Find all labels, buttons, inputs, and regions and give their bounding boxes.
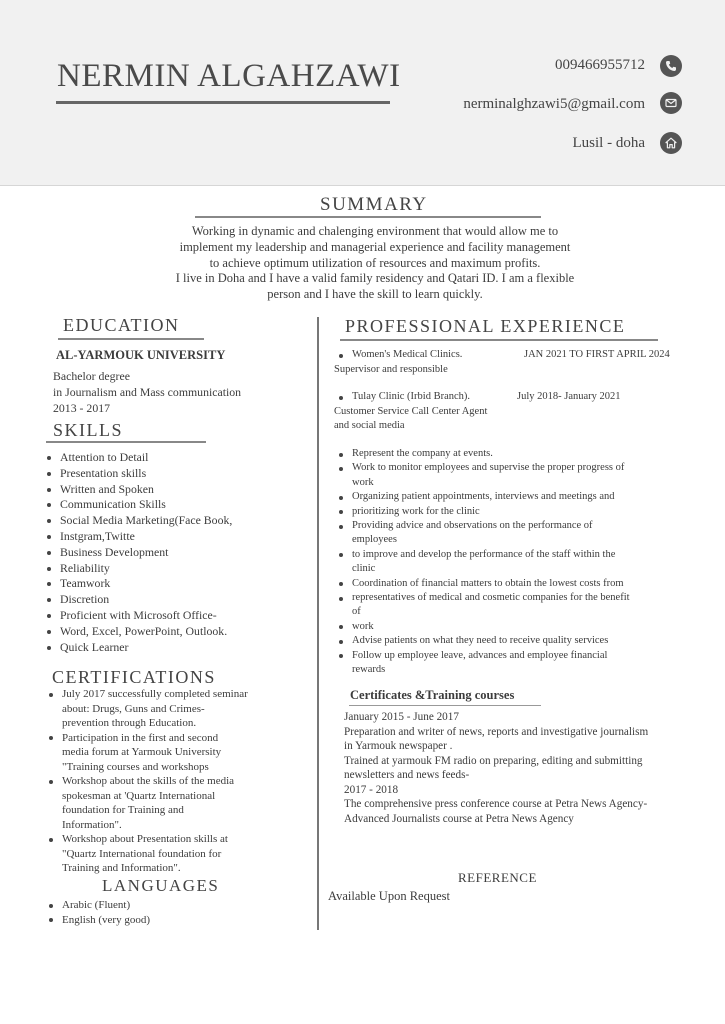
summary-line: implement my leadership and managerial experience and facility management — [179, 239, 571, 254]
certification-item: Participation in the first and second media forum at Yarmouk University "Training courses and workshops — [49, 731, 309, 775]
skill-item: Instgram,Twitte — [47, 529, 312, 545]
certifications-title: CERTIFICATIONS — [52, 667, 216, 687]
reference-text: Available Upon Request — [328, 889, 450, 903]
training-line: Trained at yarmouk FM radio on preparing, editing and submitting — [344, 754, 643, 767]
skill-item: Quick Learner — [47, 640, 312, 656]
name-underline — [56, 101, 390, 104]
language-item: Arabic (Fluent) — [49, 898, 249, 913]
training-line: 2017 - 2018 — [344, 783, 399, 796]
duty-item: Work to monitor employees and supervise the proper progress of work — [339, 461, 684, 490]
candidate-name: NERMIN ALGAHZAWI — [57, 58, 401, 94]
summary-line: I live in Doha and I have a valid family residency and Qatari ID. I am a flexible — [175, 271, 575, 286]
duty-item: Organizing patient appointments, interviews and meetings and — [339, 490, 684, 504]
skill-item: Social Media Marketing(Face Book, — [47, 513, 312, 529]
skills-underline — [46, 441, 206, 443]
duty-item: Advise patients on what they need to receive quality services — [339, 634, 684, 648]
certification-item: Workshop about the skills of the media spokesman at 'Quartz International foundation for Training and Information". — [49, 774, 309, 832]
location-text: Lusil - doha — [572, 135, 645, 151]
skill-item: Attention to Detail — [47, 450, 312, 466]
summary-line: to achieve optimum utilization of resources and maximum profits. — [209, 255, 541, 270]
education-title: EDUCATION — [63, 315, 180, 335]
summary-line: person and I have the skill to learn quickly. — [267, 287, 483, 302]
summary-line: Working in dynamic and chalenging environment that would allow me to — [191, 224, 559, 238]
education-school: AL-YARMOUK UNIVERSITY — [56, 348, 226, 362]
job-place: Tulay Clinic (Irbid Branch). — [352, 391, 471, 402]
job-dates: July 2018- January 2021 — [517, 391, 621, 402]
training-line: Advanced Journalists course at Petra News Agency — [344, 812, 574, 825]
duty-item: Follow up employee leave, advances and employee financial rewards — [339, 649, 684, 678]
job-dates: JAN 2021 TO FIRST APRIL 2024 — [524, 349, 670, 360]
training-underline — [349, 705, 541, 706]
skill-item: Teamwork — [47, 576, 312, 592]
training-line: newsletters and news feeds- — [344, 769, 470, 781]
job-role: and social media — [334, 420, 405, 431]
education-degree: Bachelor degree — [53, 369, 130, 383]
home-icon — [660, 132, 682, 154]
skill-item: Business Development — [47, 545, 312, 561]
reference-title: REFERENCE — [458, 870, 537, 885]
bullet — [339, 354, 343, 358]
language-item: English (very good) — [49, 913, 249, 928]
training-line: January 2015 - June 2017 — [344, 711, 459, 723]
mail-icon — [660, 92, 682, 114]
duty-item: representatives of medical and cosmetic companies for the benefit of — [339, 591, 684, 620]
phone-icon — [660, 55, 682, 77]
certification-item: July 2017 successfully completed seminar about: Drugs, Guns and Crimes- prevention through Education. — [49, 687, 309, 731]
skills-list — [47, 450, 312, 655]
training-list — [344, 710, 694, 826]
duty-item: Providing advice and observations on the performance of employees — [339, 519, 684, 548]
summary-text — [130, 224, 620, 303]
job-role: Supervisor and responsible — [334, 363, 448, 375]
education-years: 2013 - 2017 — [53, 401, 111, 415]
certification-item: Workshop about Presentation skills at "Quartz International foundation for Training and Information". — [49, 832, 309, 876]
duties-list — [339, 447, 684, 678]
column-divider — [317, 317, 319, 930]
job-entry — [334, 348, 684, 377]
training-line: The comprehensive press conference course at Petra News Agency- — [344, 798, 648, 810]
duty-item: Coordination of financial matters to obtain the lowest costs from — [339, 577, 684, 591]
phone-number: 009466955712 — [555, 57, 645, 73]
duty-item: work — [339, 620, 684, 634]
skill-item: Discretion — [47, 592, 312, 608]
certifications-list — [49, 687, 309, 876]
duty-item: prioritizing work for the clinic — [339, 505, 684, 519]
skills-title: SKILLS — [53, 420, 124, 440]
languages-list — [49, 898, 249, 927]
job-place: Women's Medical Clinics. — [352, 349, 463, 360]
experience-title: PROFESSIONAL EXPERIENCE — [345, 316, 626, 336]
training-title: Certificates &Training courses — [350, 688, 515, 702]
education-underline — [58, 338, 204, 340]
training-line: in Yarmouk newspaper . — [344, 740, 453, 752]
duty-item: to improve and develop the performance of the staff within the clinic — [339, 548, 684, 577]
summary-title: SUMMARY — [320, 194, 428, 215]
job-entry — [334, 390, 684, 434]
training-line: Preparation and writer of news, reports and investigative journalism — [344, 725, 649, 738]
skill-item: Word, Excel, PowerPoint, Outlook. — [47, 624, 312, 640]
summary-underline — [195, 216, 541, 218]
skill-item: Presentation skills — [47, 466, 312, 482]
duty-item: Represent the company at events. — [339, 447, 684, 461]
bullet — [339, 396, 343, 400]
skill-item: Reliability — [47, 561, 312, 577]
job-role: Customer Service Call Center Agent — [334, 405, 488, 417]
email-address[interactable]: nerminalghzawi5@gmail.com — [463, 96, 645, 112]
skill-item: Written and Spoken — [47, 482, 312, 498]
skill-item: Proficient with Microsoft Office- — [47, 608, 312, 624]
skill-item: Communication Skills — [47, 497, 312, 513]
education-field: in Journalism and Mass communication — [53, 385, 242, 399]
languages-title: LANGUAGES — [102, 876, 220, 895]
experience-underline — [340, 339, 658, 341]
